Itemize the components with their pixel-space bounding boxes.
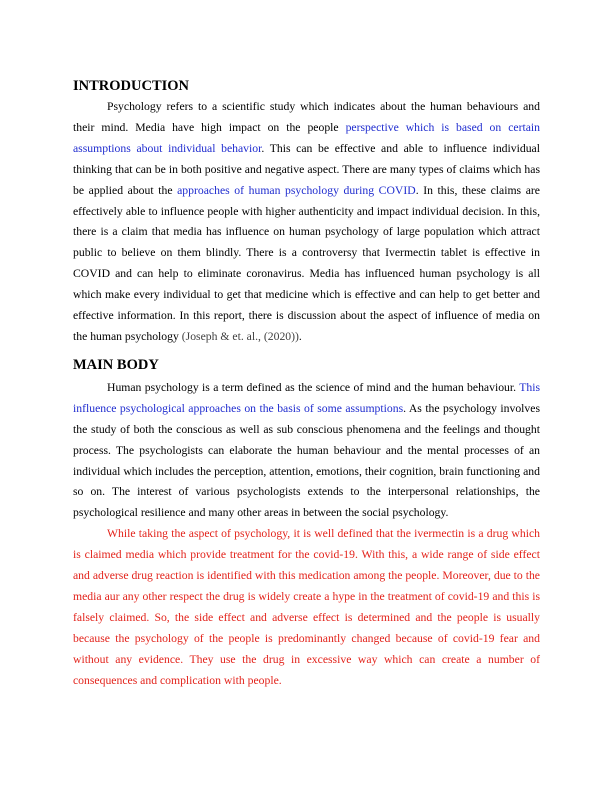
main-text-2: . As the psychology involves the study of both the conscious as well as sub conscious phenomena and the feelings and thought process. The psychologists can elaborate the human behaviour and the mental processes of an individual which includes the perception, attention, emotions, their cognition, brain functioning and so on. The interest of various psychologists extends to the interpersonal relationships, the psychological resilience and many other areas in between the social psychology. — [73, 401, 540, 520]
main-body-heading: MAIN BODY — [73, 356, 159, 373]
introduction-heading: INTRODUCTION — [73, 78, 190, 94]
intro-citation: (Joseph & et. al., (2020)) — [181, 329, 299, 343]
intro-text-2: . This can be effective and able to influence individual thinking that can be in both positive and negative aspect. There are many types of claims which has be applied about the — [73, 141, 540, 197]
intro-text-1: Psychology refers to a scientific study which indicates about the human behaviours and their mind. Media have high impact on the people — [73, 100, 540, 134]
intro-blue-text-1: perspective which is based on certain assumptions about individual behavior — [73, 120, 540, 155]
main-text-1: Human psychology is a term defined as the science of mind and the human behaviour. — [107, 380, 520, 394]
introduction-paragraph — [73, 97, 540, 348]
main-blue-text-1: This influence psychological approaches on the basis of some assumptions — [73, 380, 540, 415]
intro-text-end: . — [298, 329, 302, 343]
intro-blue-text-2: approaches of human psychology during COVID — [177, 183, 416, 197]
intro-text-3: . In this, these claims are effectively able to influence people with higher authenticity and impact individual decision. In this, there is a claim that media has influence on human psychology of large population which attract public to believe on them blindly. There is a controversy that Ivermectin tablet is effective in COVID and can help to eliminate coronavirus. Media has influenced human psychology is all which make every individual to get that medicine which is effective and can help to get better and effective information. In this report, there is discussion about the aspect of influence of media on the human psychology — [73, 183, 540, 343]
main-body-paragraph-1 — [73, 378, 540, 524]
document-page — [73, 76, 540, 691]
main-body-paragraph-2: While taking the aspect of psychology, it is well defined that the ivermectin is a drug which is claimed media which provide treatment for the covid-19. With this, a wide range of side effect and adverse drug reaction is identified with this medication among the people. Moreover, due to the media aur any other respect the drug is widely create a hype in the treatment of covid-19 and this is falsely claimed. So, the side effect and adverse effect is determined and the people is usually because the psychology of the people is predominantly changed because of covid-19 fear and without any evidence. They use the drug in excessive way which can create a number of consequences and complication with people. — [73, 527, 540, 687]
